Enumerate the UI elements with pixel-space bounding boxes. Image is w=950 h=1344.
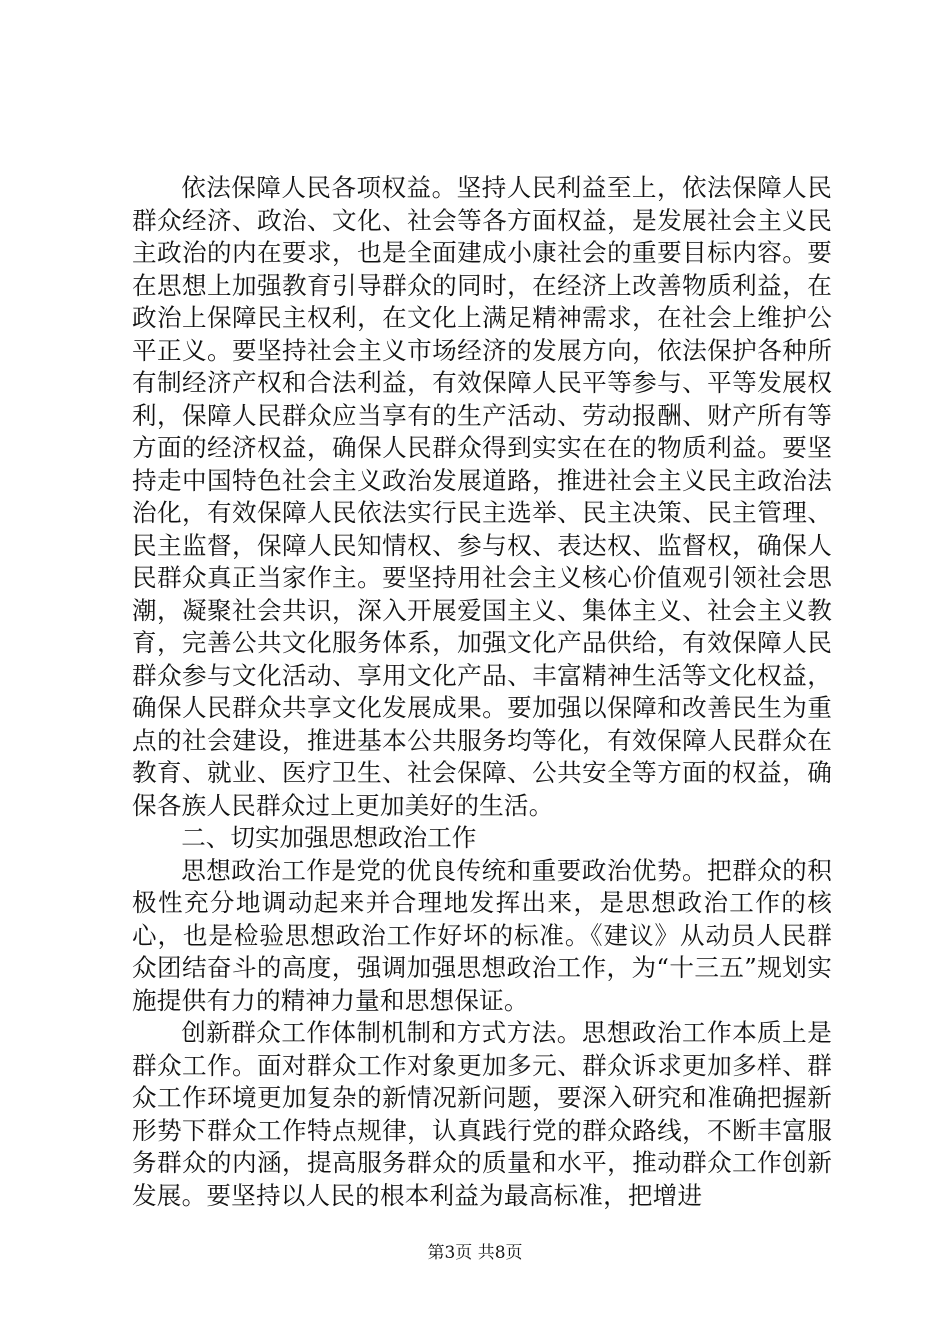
body-paragraph: 创新群众工作体制机制和方式方法。思想政治工作本质上是群众工作。面对群众工作对象更加多元、群众诉求更加多样、群众工作环境更加复杂的新情况新问题，要深入研究和准确把握新形势下群众工作特点规律，认真践行党的群众路线，不断丰富服务群众的内涵，提高服务群众的质量和水平，推动群众工作创新发展。要坚持以人民的根本利益为最高标准，把增进	[132, 1018, 832, 1210]
page-footer: 第3页 共8页	[427, 1243, 523, 1263]
section-heading: 二、切实加强思想政治工作	[181, 823, 477, 852]
body-paragraph: 依法保障人民各项权益。坚持人民利益至上，依法保障人民群众经济、政治、文化、社会等各方面权益，是发展社会主义民主政治的内在要求，也是全面建成小康社会的重要目标内容。要在思想上加强教育引导群众的同时，在经济上改善物质利益，在政治上保障民主权利，在文化上满足精神需求，在社会上维护公平正义。要坚持社会主义市场经济的发展方向，依法保护各种所有制经济产权和合法利益，有效保障人民平等参与、平等发展权利，保障人民群众应当享有的生产活动、劳动报酬、财产所有等方面的经济权益，确保人民群众得到实实在在的物质利益。要坚持走中国特色社会主义政治发展道路，推进社会主义民主政治法治化，有效保障人民依法实行民主选举、民主决策、民主管理、民主监督，保障人民知情权、参与权、表达权、监督权，确保人民群众真正当家作主。要坚持用社会主义核心价值观引领社会思潮，凝聚社会共识，深入开展爱国主义、集体主义、社会主义教育，完善公共文化服务体系，加强文化产品供给，有效保障人民群众参与文化活动、享用文化产品、丰富精神生活等文化权益，确保人民群众共享文化发展成果。要加强以保障和改善民生为重点的社会建设，推进基本公共服务均等化，有效保障人民群众在教育、就业、医疗卫生、社会保障、公共安全等方面的权益，确保各族人民群众过上更加美好的生活。	[132, 173, 832, 820]
document-body	[132, 172, 832, 1212]
body-paragraph: 思想政治工作是党的优良传统和重要政治优势。把群众的积极性充分地调动起来并合理地发挥出来，是思想政治工作的核心，也是检验思想政治工作好坏的标准。《建议》从动员人民群众团结奋斗的高度，强调加强思想政治工作，为“十三五”规划实施提供有力的精神力量和思想保证。	[132, 855, 832, 1015]
